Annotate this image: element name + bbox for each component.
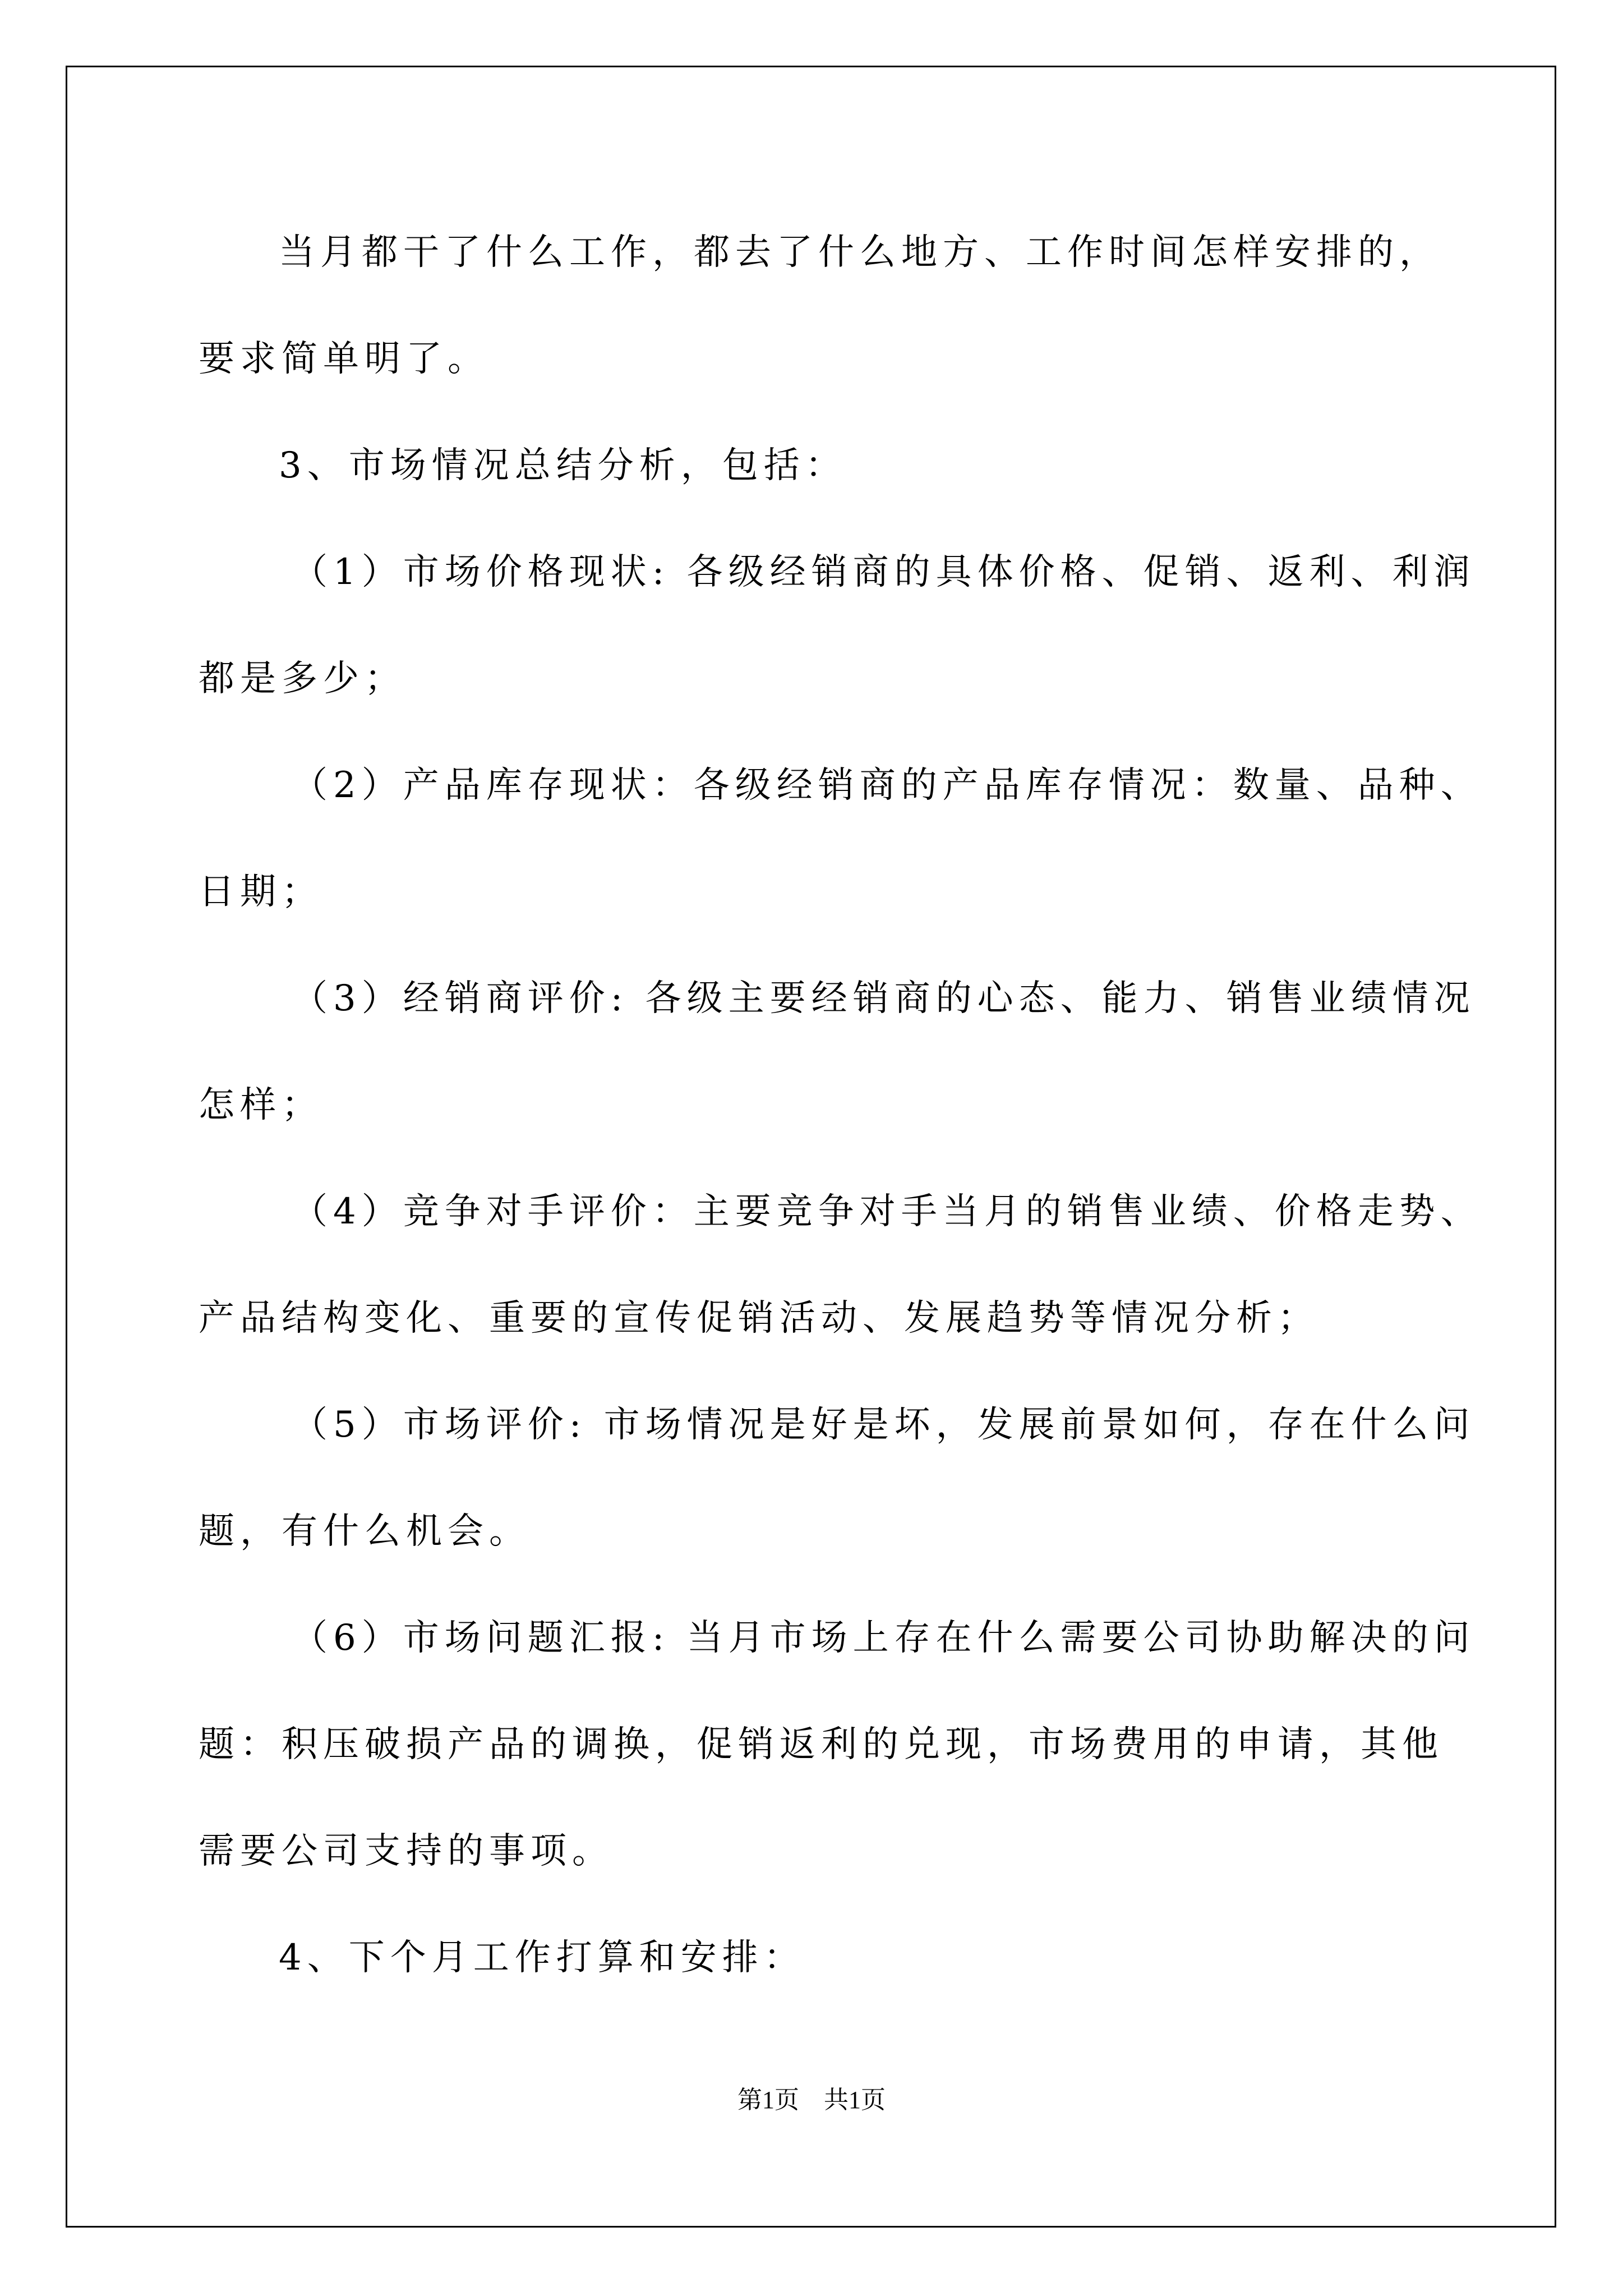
text-line: 日期； — [199, 871, 323, 913]
page-number-footer: 第1页 共1页 — [737, 2086, 886, 2114]
text-line: 怎样； — [199, 1084, 323, 1126]
text-line: 都是多少； — [199, 658, 406, 700]
text-line: （4）竞争对手评价：主要竞争对手当月的销售业绩、价格走势、 — [292, 1191, 1482, 1232]
text-line: 当月都干了什么工作，都去了什么地方、工作时间怎样安排的， — [279, 232, 1441, 273]
text-line: （2）产品库存现状：各级经销商的产品库存情况：数量、品种、 — [292, 765, 1482, 806]
text-line: 要求简单明了。 — [199, 338, 489, 380]
text-line: 题：积压破损产品的调换，促销返利的兑现，市场费用的申请，其他 — [199, 1724, 1444, 1765]
text-line: （3）经销商评价: 各级主要经销商的心态、能力、销售业绩情况 — [292, 978, 1476, 1019]
text-line: 产品结构变化、重要的宣传促销活动、发展趋势等情况分析； — [199, 1297, 1319, 1339]
page-border — [66, 66, 1556, 2228]
text-line: （5）市场评价: 市场情况是好是坏，发展前景如何，存在什么问 — [292, 1404, 1476, 1446]
text-line: 4、下个月工作打算和安排： — [279, 1937, 805, 1978]
text-line: 3、市场情况总结分析，包括： — [279, 445, 847, 486]
text-line: （1）市场价格现状: 各级经销商的具体价格、促销、返利、利润 — [292, 551, 1476, 593]
text-line: 需要公司支持的事项。 — [199, 1830, 614, 1872]
text-line: 题，有什么机会。 — [199, 1511, 531, 1552]
text-line: （6）市场问题汇报: 当月市场上存在什么需要公司协助解决的问 — [292, 1617, 1476, 1659]
